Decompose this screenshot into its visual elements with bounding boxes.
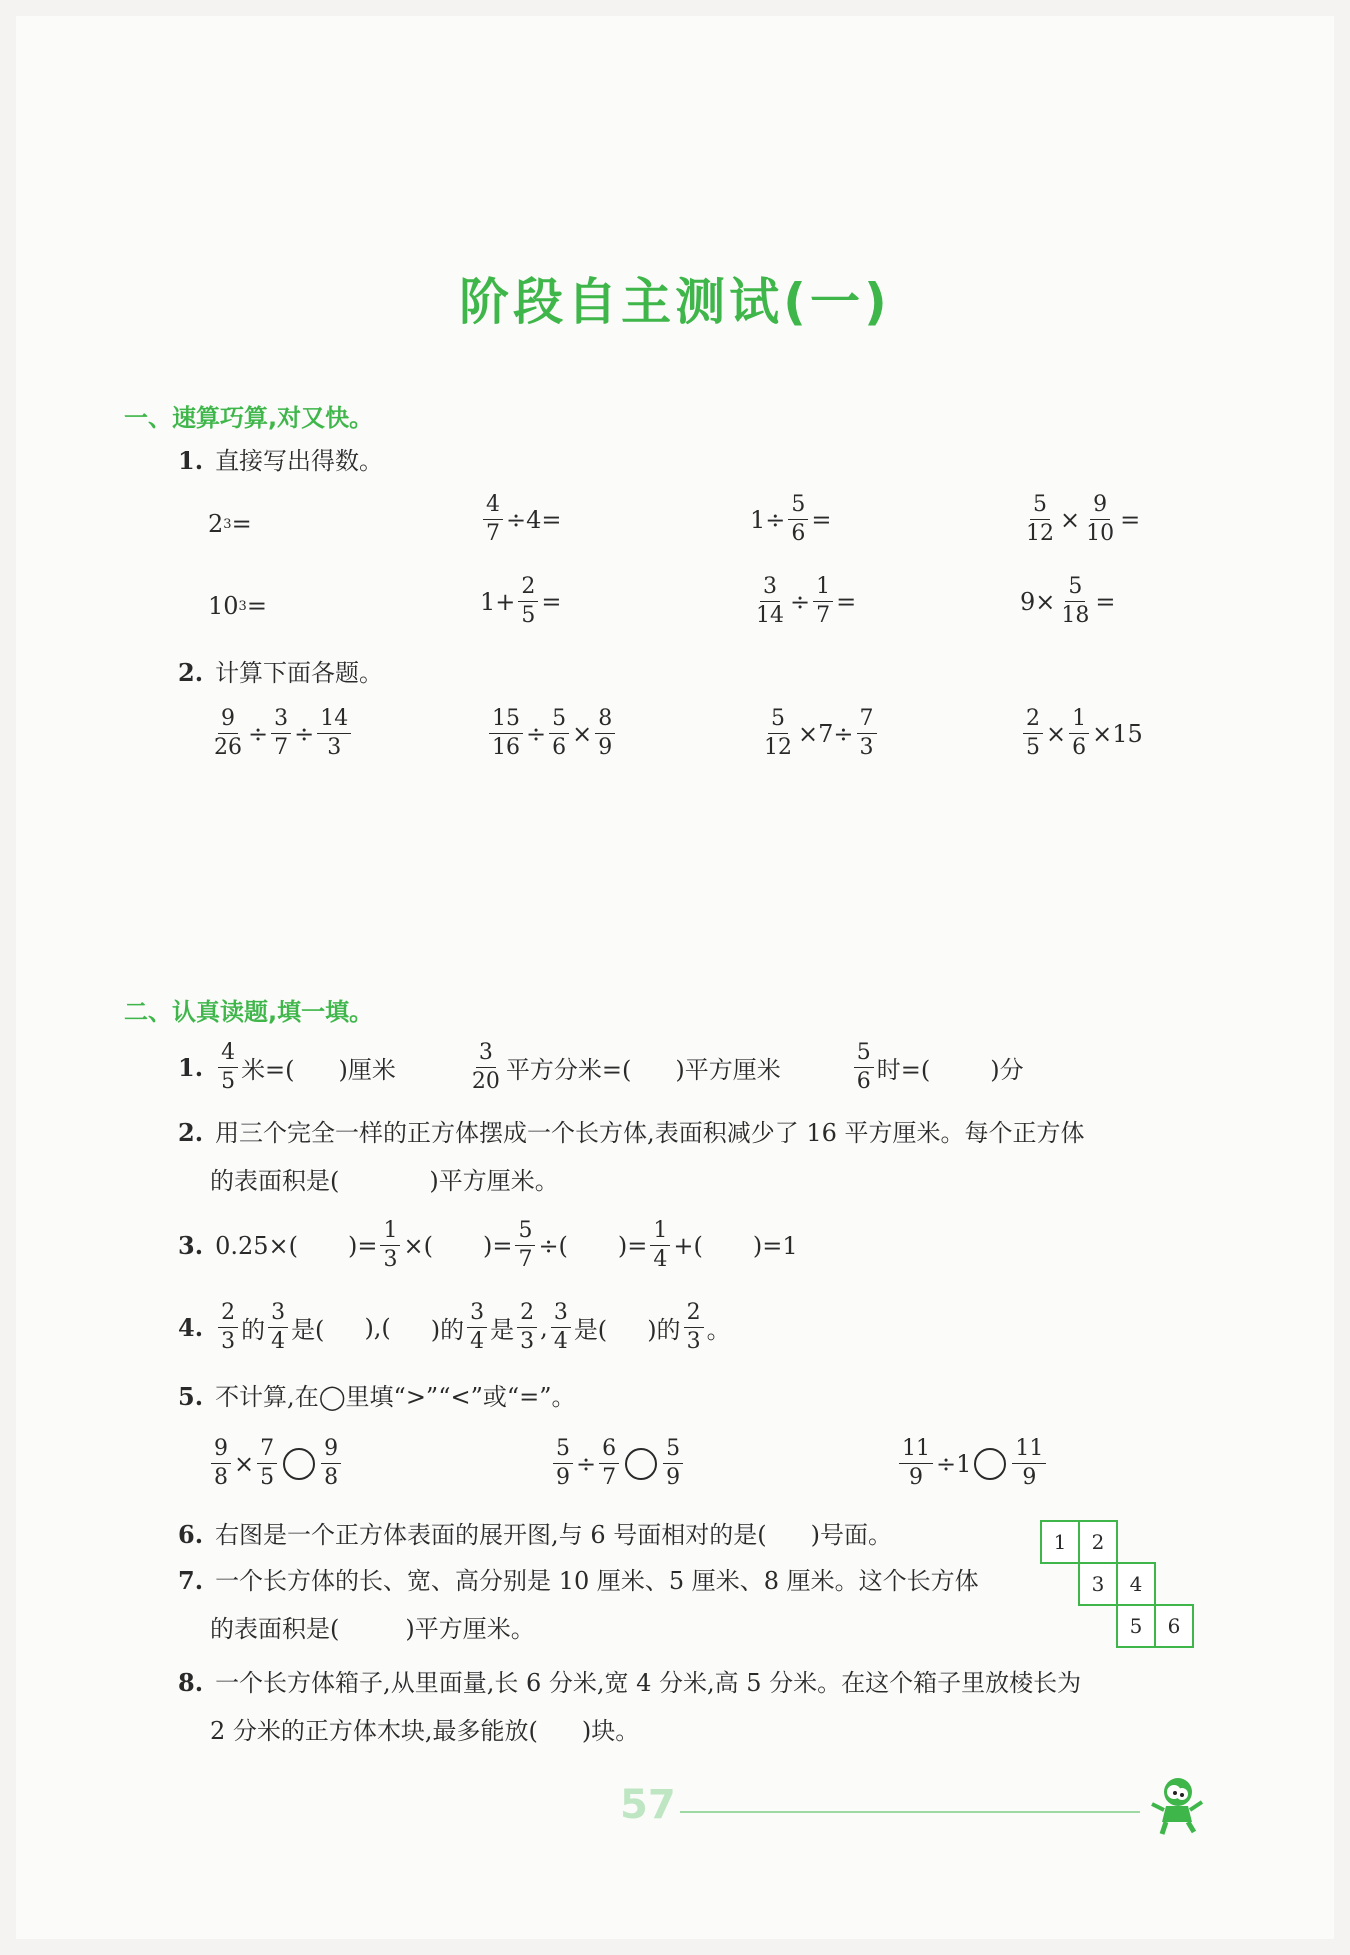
- calc-1: $\frac{9}{26}$ ÷ $\frac{3}{7}$ ÷ $\frac{14}{3}$: [208, 708, 354, 759]
- s1-q1: 1. 直接写出得数。: [178, 446, 384, 475]
- page-number: 57: [620, 1782, 676, 1828]
- net-face: 6: [1154, 1604, 1194, 1648]
- expr-1-div-5-6: 1÷ $\frac{5}{6}$ =: [750, 492, 832, 546]
- s2-q8: 8. 一个长方体箱子,从里面量,长 6 分米,宽 4 分米,高 5 分米。在这个箱子里放棱长为: [178, 1668, 1082, 1697]
- expr-9-times-5-18: 9× $\frac{5}{18}$ =: [1020, 574, 1116, 628]
- net-face: 5: [1116, 1604, 1156, 1648]
- calc-3: $\frac{5}{12}$ ×7÷ $\frac{7}{3}$: [758, 708, 880, 759]
- expr-2-cubed: 2 3 =: [208, 510, 252, 538]
- calc-2: $\frac{15}{16}$ ÷ $\frac{5}{6}$ × $\frac{8}{9}$: [486, 708, 618, 759]
- s2-q7: 7. 一个长方体的长、宽、高分别是 10 厘米、5 厘米、8 厘米。这个长方体: [178, 1566, 979, 1595]
- expr-4-7-div-4: $\frac{4}{7}$ ÷4=: [480, 494, 562, 545]
- page-title: 阶段自主测试(一): [459, 273, 891, 331]
- s2-q4: 4. $\frac{2}{3}$ 的 $\frac{3}{4}$ 是( ),( )的 $\frac{3}{4}$ 是 $\frac{2}{3}$ , $\frac{3}{4}$ 是( )的 $\frac{2}{3}$ 。: [178, 1300, 731, 1354]
- s2-q2-line2: 的表面积是( )平方厘米。: [210, 1167, 559, 1195]
- compare-2: $\frac{5}{9}$ ÷ $\frac{6}{7}$ $\frac{5}{9}$: [550, 1438, 686, 1489]
- s1-q2: 2. 计算下面各题。: [178, 658, 384, 687]
- expr-3-14-div-1-7: $\frac{3}{14}$ ÷ $\frac{1}{7}$ =: [756, 574, 857, 628]
- compare-1: $\frac{9}{8}$ × $\frac{7}{5}$ $\frac{9}{8}$: [208, 1438, 344, 1489]
- compare-circle[interactable]: [283, 1448, 315, 1480]
- section-1-heading: 一、速算巧算,对又快。: [124, 404, 374, 432]
- expr-5-12-times-9-10: $\frac{5}{12}$ × $\frac{9}{10}$ =: [1026, 492, 1141, 546]
- compare-circle[interactable]: [974, 1448, 1006, 1480]
- s2-q1: 1. $\frac{4}{5}$ 米=( )厘米 $\frac{3}{20}$ 平方分米=( )平方厘米 $\frac{5}{6}$ 时=( )分: [178, 1040, 1024, 1094]
- compare-circle[interactable]: [625, 1448, 657, 1480]
- net-face: 4: [1116, 1562, 1156, 1606]
- calc-4: $\frac{2}{5}$ × $\frac{1}{6}$ ×15: [1020, 708, 1143, 759]
- expr-10-cubed: 10 3 =: [208, 592, 267, 620]
- s2-q2: 2. 用三个完全一样的正方体摆成一个长方体,表面积减少了 16 平方厘米。每个正方体: [178, 1118, 1085, 1147]
- s2-q7-line2: 的表面积是( )平方厘米。: [210, 1615, 535, 1643]
- s2-q5: 5. 不计算,在◯里填“>”“<”或“=”。: [178, 1382, 576, 1411]
- s2-q3: 3. 0.25×( )= $\frac{1}{3}$ ×( )= $\frac{5}{7}$ ÷( )= $\frac{1}{4}$ +( )=1: [178, 1218, 798, 1272]
- s2-q6: 6. 右图是一个正方体表面的展开图,与 6 号面相对的是( )号面。: [178, 1520, 892, 1549]
- section-2-heading: 二、认真读题,填一填。: [124, 998, 374, 1026]
- net-face: 1: [1040, 1520, 1080, 1564]
- expr-1-plus-2-5: 1+ $\frac{2}{5}$ =: [480, 574, 562, 628]
- mascot-icon: [1148, 1774, 1204, 1836]
- net-face: 2: [1078, 1520, 1118, 1564]
- s2-q8-line2: 2 分米的正方体木块,最多能放( )块。: [210, 1717, 640, 1745]
- footer-rule: [680, 1811, 1140, 1813]
- compare-3: $\frac{11}{9}$ ÷1 $\frac{11}{9}$: [896, 1438, 1049, 1489]
- net-face: 3: [1078, 1562, 1118, 1606]
